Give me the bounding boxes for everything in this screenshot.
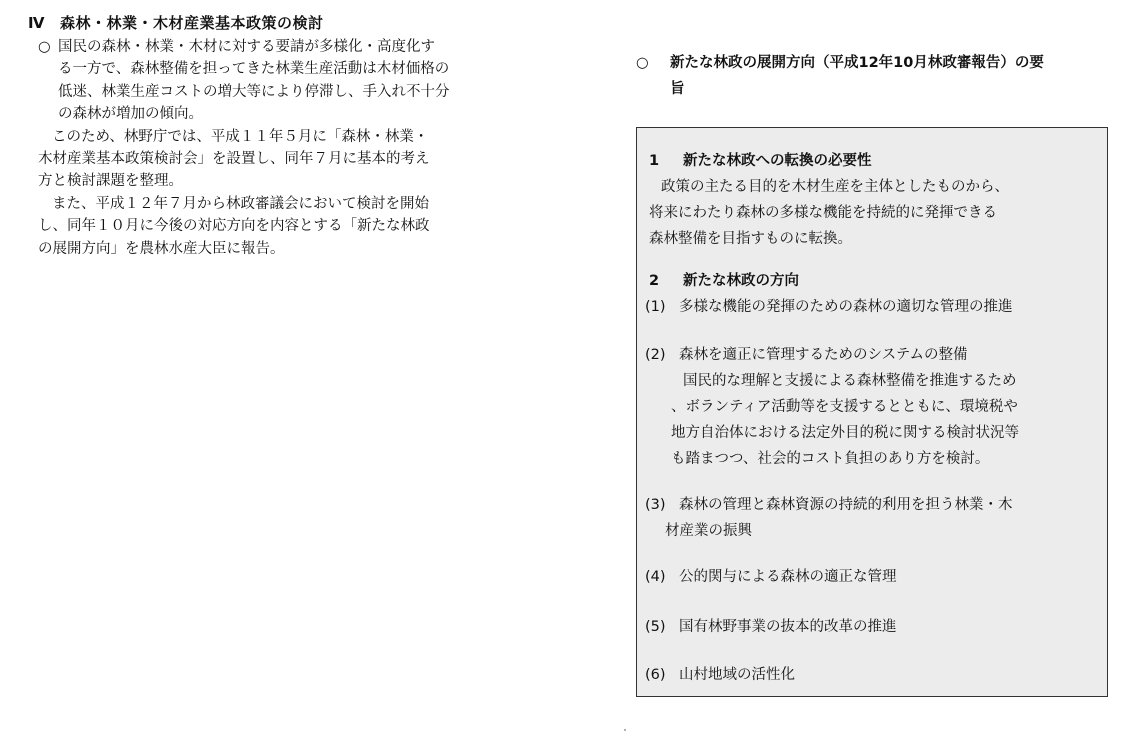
item-1-title: 新たな林政への転換の必要性 xyxy=(683,153,872,169)
para3-line-1: また、平成１２年７月から林政審議会において検討を開始 xyxy=(52,195,429,212)
sub-5-line-1: 国有林野事業の抜本的改革の推進 xyxy=(679,619,897,635)
box-item-1 xyxy=(649,148,1099,252)
scan-speck xyxy=(624,729,626,731)
sub-3-number: (3) xyxy=(645,497,666,513)
paragraph-2 xyxy=(38,126,550,193)
box-item-2 xyxy=(649,268,1099,294)
para3-line-3: の展開方向」を農林水産大臣に報告。 xyxy=(38,240,285,257)
sub-4-line-1: 公的関与による森林の適正な管理 xyxy=(679,569,897,585)
section-number: Ⅳ xyxy=(28,14,45,32)
summary-heading xyxy=(636,50,1126,102)
para3-line-2: し、同年１０月に今後の対応方向を内容とする「新たな林政 xyxy=(38,218,430,235)
heading-line-2: 旨 xyxy=(670,81,685,97)
para1-line-1: 国民の森林・林業・木材に対する要請が多様化・高度化す xyxy=(58,39,435,55)
para1-line-2: る一方で、森林整備を担ってきた林業生産活動は木材価格の xyxy=(58,61,450,78)
item-1-line-3: 森林整備を目指すものに転換。 xyxy=(649,231,852,247)
sub-1-line-1: 多様な機能の発揮のための森林の適切な管理の推進 xyxy=(679,299,1013,315)
sub-2-line-1: 森林を適正に管理するためのシステムの整備 xyxy=(679,347,968,363)
para2-line-1: このため、林野庁では、平成１１年５月に「森林・林業・ xyxy=(52,128,429,145)
item-2-heading xyxy=(649,268,1099,294)
section-title-text: 森林・林業・木材産業基本政策の検討 xyxy=(60,14,324,32)
para2-line-2: 木材産業基本政策検討会」を設置し、同年７月に基本的考え xyxy=(38,151,430,168)
sub-2-detail-4: も踏まつつ、社会的コスト負担のあり方を検討。 xyxy=(671,451,990,467)
left-column xyxy=(38,36,550,260)
sub-6-number: (6) xyxy=(645,667,666,683)
heading-bullet-mark: ○ xyxy=(636,55,649,71)
summary-box xyxy=(636,127,1108,697)
sub-3-line-1: 森林の管理と森林資源の持続的利用を担う林業・木 xyxy=(679,497,1013,513)
para2-line-3: 方と検討課題を整理。 xyxy=(38,173,183,190)
sub-1-number: (1) xyxy=(645,299,666,315)
sub-6-line-1: 山村地域の活性化 xyxy=(679,667,795,683)
sub-4-number: (4) xyxy=(645,569,666,585)
paragraph-3 xyxy=(38,193,550,260)
item-1-number: 1 xyxy=(649,153,660,169)
paragraph-1 xyxy=(38,36,550,126)
sub-item-1 xyxy=(645,294,1095,320)
sub-item-4 xyxy=(645,564,1095,590)
sub-item-3 xyxy=(645,492,1095,544)
item-2-title: 新たな林政の方向 xyxy=(683,273,799,289)
sub-2-number: (2) xyxy=(645,347,666,363)
para1-line-4: の森林が増加の傾向。 xyxy=(58,106,203,123)
heading-line-1: 新たな林政の展開方向（平成12年10月林政審報告）の要 xyxy=(670,55,1044,71)
item-1-line-1: 政策の主たる目的を木材生産を主体としたものから、 xyxy=(661,179,1009,195)
item-1-body xyxy=(649,174,1099,252)
section-title xyxy=(28,12,324,33)
item-1-heading xyxy=(649,148,1099,174)
item-2-number: 2 xyxy=(649,273,660,289)
bullet-mark: ○ xyxy=(38,39,51,55)
sub-5-number: (5) xyxy=(645,619,666,635)
para1-line-3: 低迷、林業生産コストの増大等により停滞し、手入れ不十分 xyxy=(58,83,450,100)
item-1-line-2: 将来にわたり森林の多様な機能を持続的に発揮できる xyxy=(649,205,997,221)
sub-2-detail-1: 国民的な理解と支援による森林整備を推進するため xyxy=(683,373,1017,389)
sub-2-detail xyxy=(645,368,1095,472)
sub-item-6 xyxy=(645,662,1095,688)
sub-item-5 xyxy=(645,614,1095,640)
sub-2-detail-2: 、ボランティア活動等を支援するとともに、環境税や xyxy=(671,399,1018,415)
sub-2-detail-3: 地方自治体における法定外目的税に関する検討状況等 xyxy=(671,425,1019,441)
sub-3-line-2: 材産業の振興 xyxy=(665,523,752,539)
sub-item-2 xyxy=(645,342,1095,472)
